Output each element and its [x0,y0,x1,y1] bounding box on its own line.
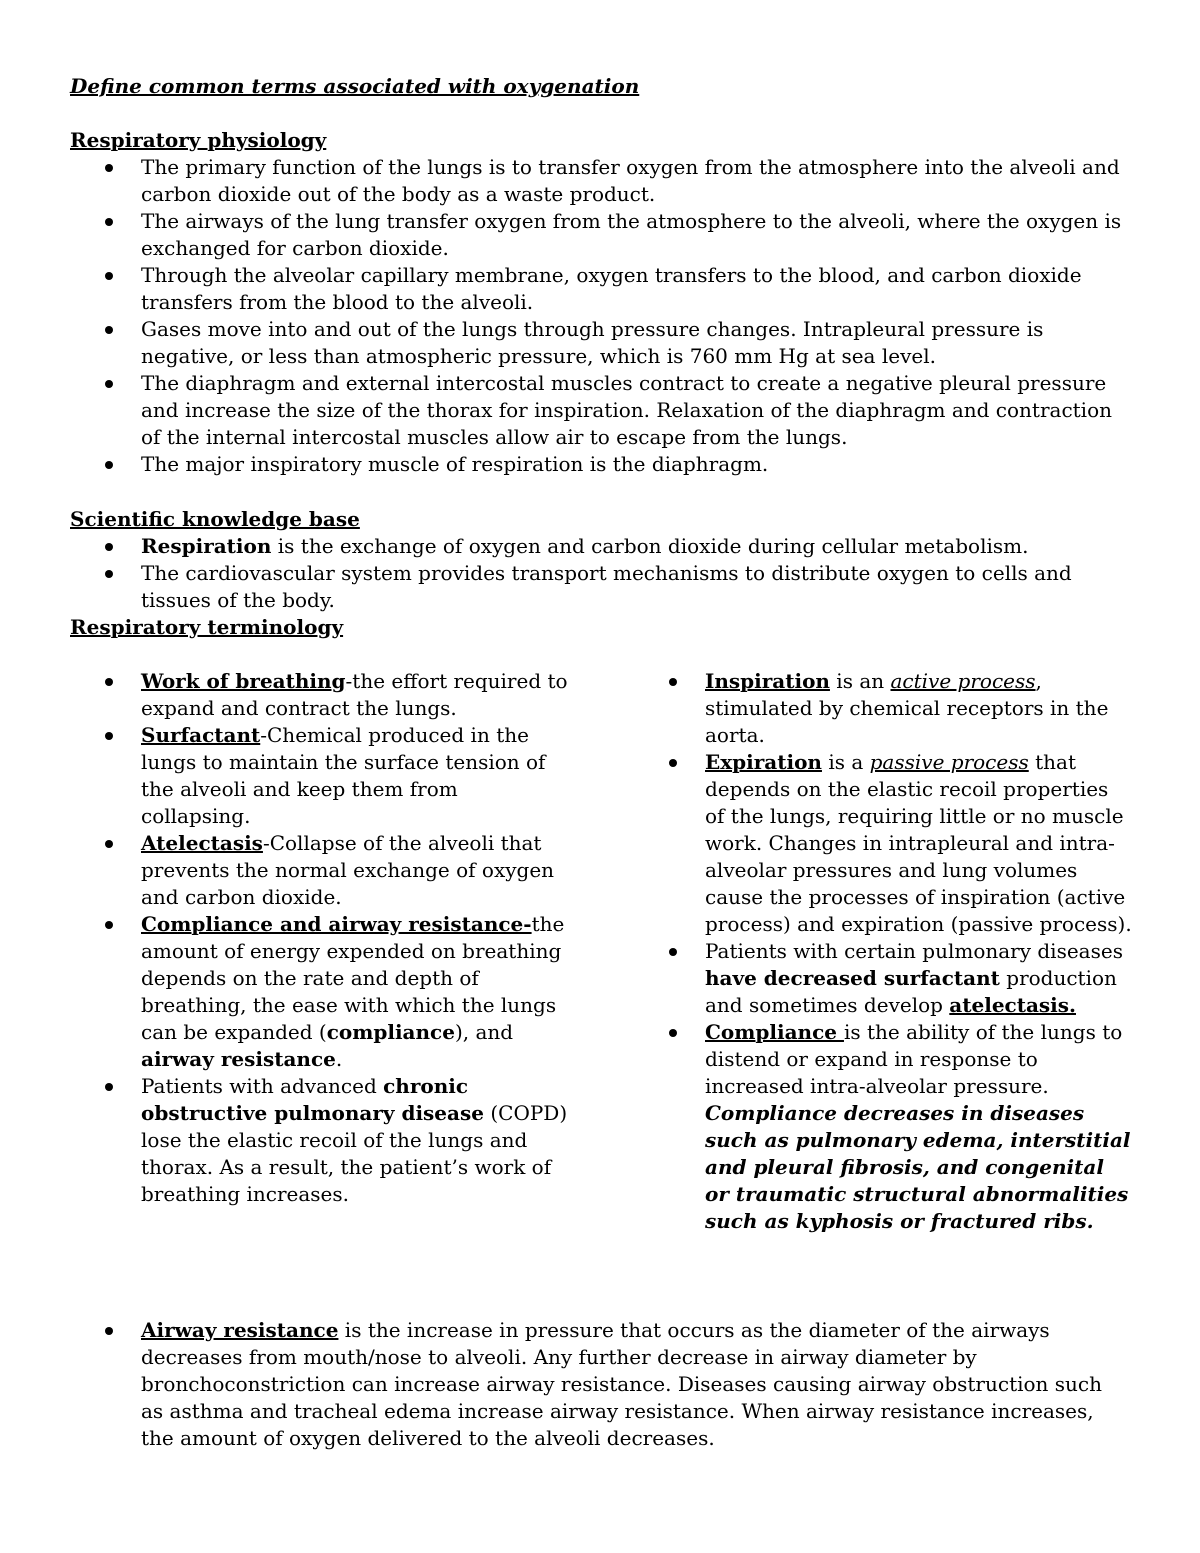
term-expiration: Expiration [705,750,822,774]
list-item: Expiration is a passive process that depends on the elastic recoil properties of the lungs, requiring little or no muscle work. Changes in intrapleural and intra-alveolar pressures and lung volumes cause the processes of inspiration (active process) and expiration (passive process). [634,749,1134,938]
section-heading-physiology: Respiratory physiology [70,128,327,152]
term-atelectasis-ref: atelectasis. [949,993,1076,1017]
term-respiration: Respiration [141,534,272,558]
term-copd: chronic obstructive pulmonary disease [141,1074,484,1125]
list-item: The airways of the lung transfer oxygen from the atmosphere to the alveoli, where the oxygen is exchanged for carbon dioxide. [70,208,1130,262]
list-item: The major inspiratory muscle of respiration is the diaphragm. [70,451,1130,478]
list-item: Respiration is the exchange of oxygen and carbon dioxide during cellular metabolism. [70,533,1138,560]
section-heading-scientific: Scientific knowledge base [70,507,360,531]
list-item: The primary function of the lungs is to transfer oxygen from the atmosphere into the alveoli and carbon dioxide out of the body as a waste product. [70,154,1130,208]
list-item: Surfactant-Chemical produced in the lungs to maintain the surface tension of the alveoli and keep them from collapsing. [70,722,570,830]
list-item: Work of breathing-the effort required to expand and contract the lungs. [70,668,570,722]
term-compliance-airway-resistance: Compliance and airway resistance- [141,912,532,936]
list-item: Inspiration is an active process, stimulated by chemical receptors in the aorta. [634,668,1134,749]
list-item: The diaphragm and external intercostal muscles contract to create a negative pleural pressure and increase the size of the thorax for inspiration. Relaxation of the diaphragm and contraction of the internal intercostal muscles allow air to escape from the lungs. [70,370,1130,451]
term-airway-resistance: Airway resistance [141,1318,339,1342]
term-inspiration: Inspiration [705,669,830,693]
term-work-of-breathing: Work of breathing [141,669,346,693]
terminology-left-column [70,668,570,1208]
list-item: Patients with certain pulmonary diseases have decreased surfactant production and sometimes develop atelectasis. [634,938,1134,1019]
term-atelectasis: Atelectasis [141,831,263,855]
page-title: Define common terms associated with oxygenation [70,74,640,98]
list-item: Atelectasis-Collapse of the alveoli that prevents the normal exchange of oxygen and carbon dioxide. [70,830,570,911]
scientific-list [70,533,1138,614]
section-heading-terminology: Respiratory terminology [70,615,344,639]
list-item: Gases move into and out of the lungs through pressure changes. Intrapleural pressure is negative, or less than atmospheric pressure, which is 760 mm Hg at sea level. [70,316,1130,370]
term-surfactant: Surfactant [141,723,261,747]
physiology-list [70,154,1130,478]
list-item: Through the alveolar capillary membrane, oxygen transfers to the blood, and carbon dioxide transfers from the blood to the alveoli. [70,262,1130,316]
list-item: The cardiovascular system provides transport mechanisms to distribute oxygen to cells and tissues of the body. [70,560,1138,614]
term-compliance: Compliance [705,1020,844,1044]
airway-resistance-list [70,1317,1130,1452]
list-item: Compliance is the ability of the lungs to distend or expand in response to increased intra-alveolar pressure. Compliance decreases in diseases such as pulmonary edema, interstitial and pleural fibrosis, and congenital or traumatic structural abnormalities such as kyphosis or fractured ribs. [634,1019,1134,1235]
list-item: Airway resistance is the increase in pressure that occurs as the diameter of the airways decreases from mouth/nose to alveoli. Any further decrease in airway diameter by bronchoconstriction can increase airway resistance. Diseases causing airway obstruction such as asthma and tracheal edema increase airway resistance. When airway resistance increases, the amount of oxygen delivered to the alveoli decreases. [70,1317,1130,1452]
list-item: Compliance and airway resistance-the amount of energy expended on breathing depends on the rate and depth of breathing, the ease with which the lungs can be expanded (compliance), and airway resistance. [70,911,570,1073]
terminology-right-column [634,668,1134,1235]
list-item: Patients with advanced chronic obstructive pulmonary disease (COPD) lose the elastic recoil of the lungs and thorax. As a result, the patient’s work of breathing increases. [70,1073,570,1208]
